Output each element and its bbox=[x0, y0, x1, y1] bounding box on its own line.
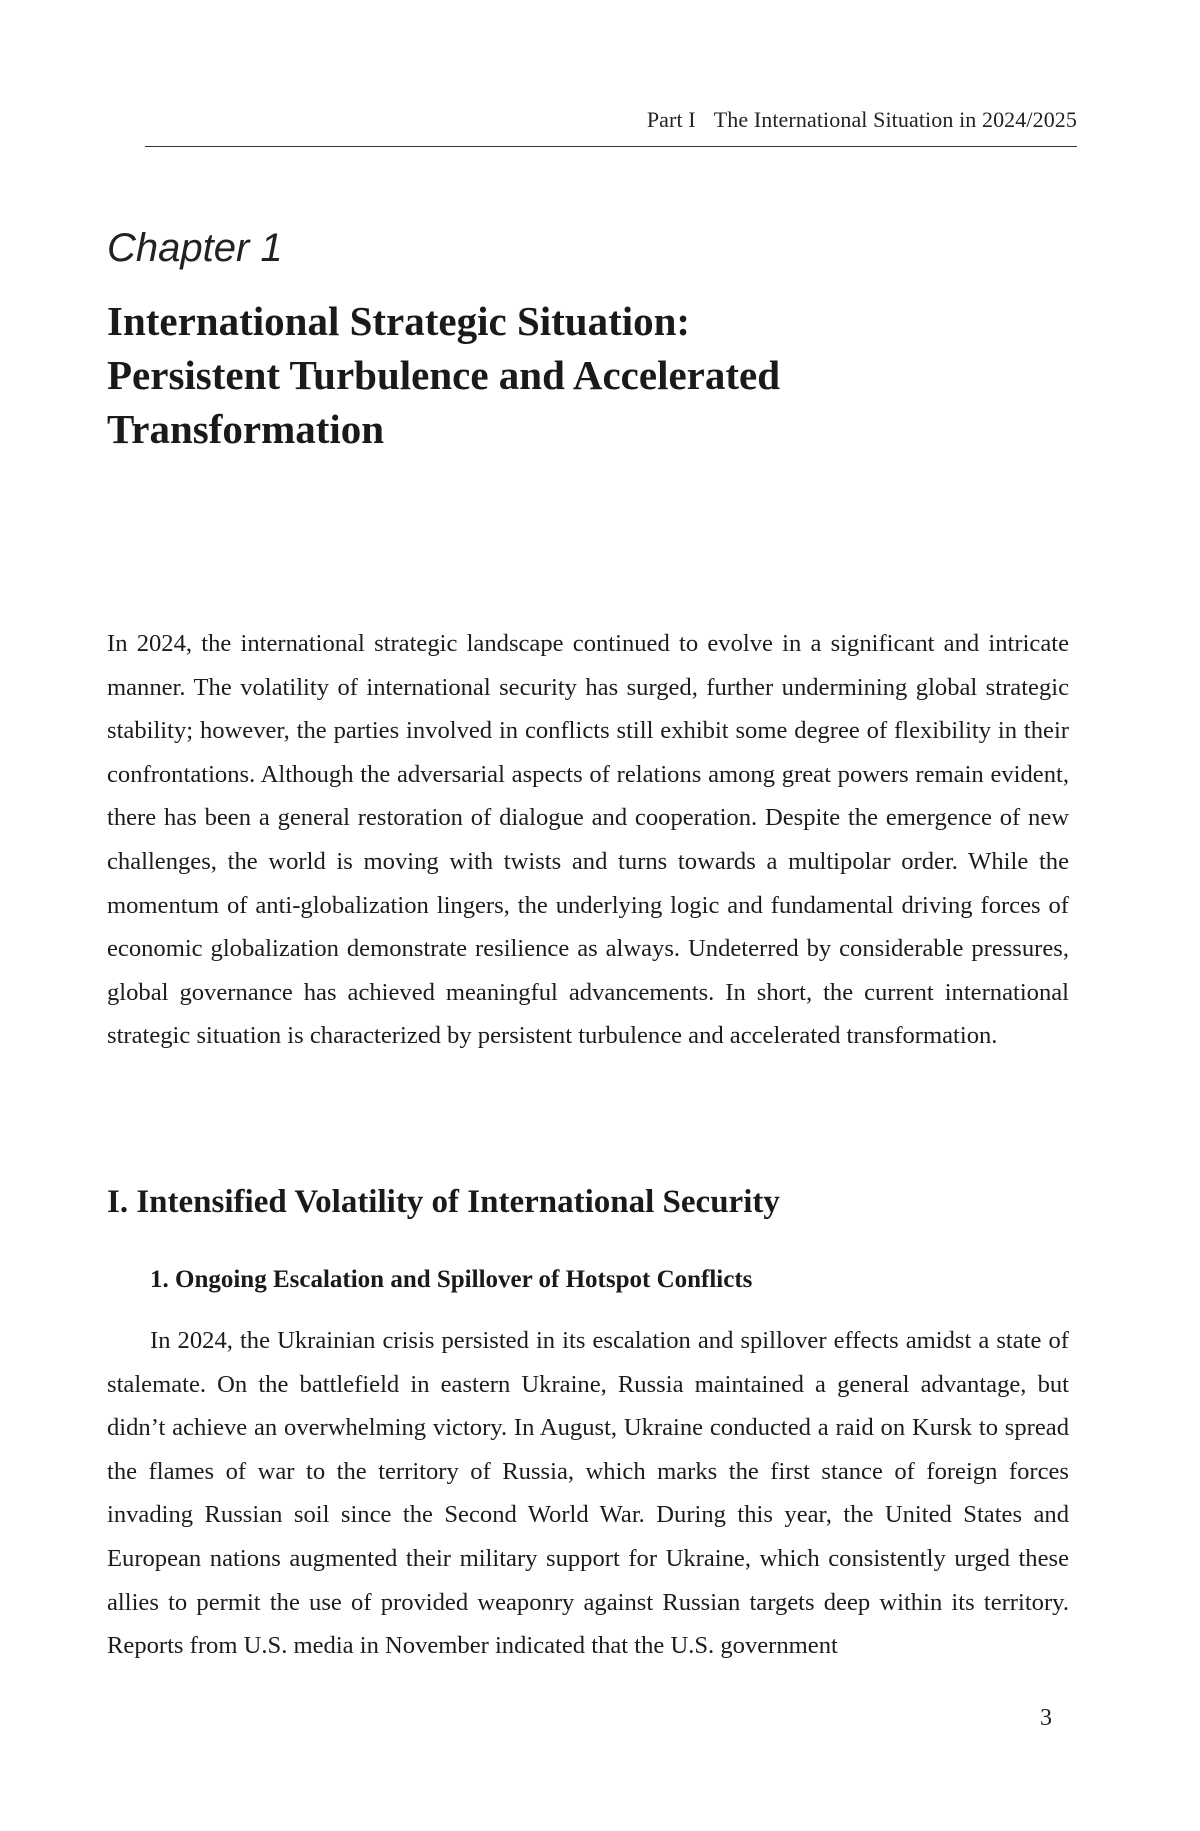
header-rule bbox=[145, 146, 1077, 147]
page-number: 3 bbox=[1040, 1705, 1052, 1731]
chapter-title-line: International Strategic Situation: bbox=[107, 298, 691, 344]
body-paragraph: In 2024, the Ukrainian crisis persisted in its escalation and spillover effects amidst a state of stalemate. On the battlefield in eastern Ukraine, Russia maintained a general advantage, but didn’t achieve an overwhelming victory. In August, Ukraine conducted a raid on Kursk to spread the flames of war to the territory of Russia, which marks the first stance of foreign forces invading Russian soil since the Second World War. During this year, the United States and European nations augmented their military support for Ukraine, which consistently urged these allies to permit the use of provided weaponry against Russian targets deep within its territory. Reports from U.S. media in November indicated that the U.S. government bbox=[107, 1327, 1069, 1660]
subsection-heading: 1. Ongoing Escalation and Spillover of Hotspot Conflicts bbox=[150, 1266, 753, 1293]
intro-paragraph: In 2024, the international strategic landscape continued to evolve in a significant and intricate manner. The volatility of international security has surged, further undermining global strategic stability; however, the parties involved in conflicts still exhibit some degree of flexibility in their confrontations. Although the adversarial aspects of relations among great powers remain evident, there has been a general restoration of dialogue and cooperation. Despite the emergence of new challenges, the world is moving with twists and turns towards a multipolar order. While the momentum of anti-globalization lingers, the underlying logic and fundamental driving forces of economic globalization demonstrate resilience as always. Undeterred by considerable pressures, global governance has achieved meaningful advancements. In short, the current international strategic situation is characterized by persistent turbulence and accelerated transformation. bbox=[107, 630, 1069, 1050]
chapter-title bbox=[107, 294, 1007, 456]
header-running-title: The International Situation in 2024/2025 bbox=[713, 107, 1077, 132]
chapter-title-line: Transformation bbox=[107, 406, 385, 452]
chapter-label: Chapter 1 bbox=[107, 226, 283, 270]
chapter-title-line: Persistent Turbulence and Accelerated bbox=[107, 352, 781, 398]
header-part-label: Part I bbox=[646, 107, 696, 132]
section-heading: I. Intensified Volatility of International Security bbox=[107, 1184, 780, 1220]
running-header bbox=[145, 107, 1077, 133]
